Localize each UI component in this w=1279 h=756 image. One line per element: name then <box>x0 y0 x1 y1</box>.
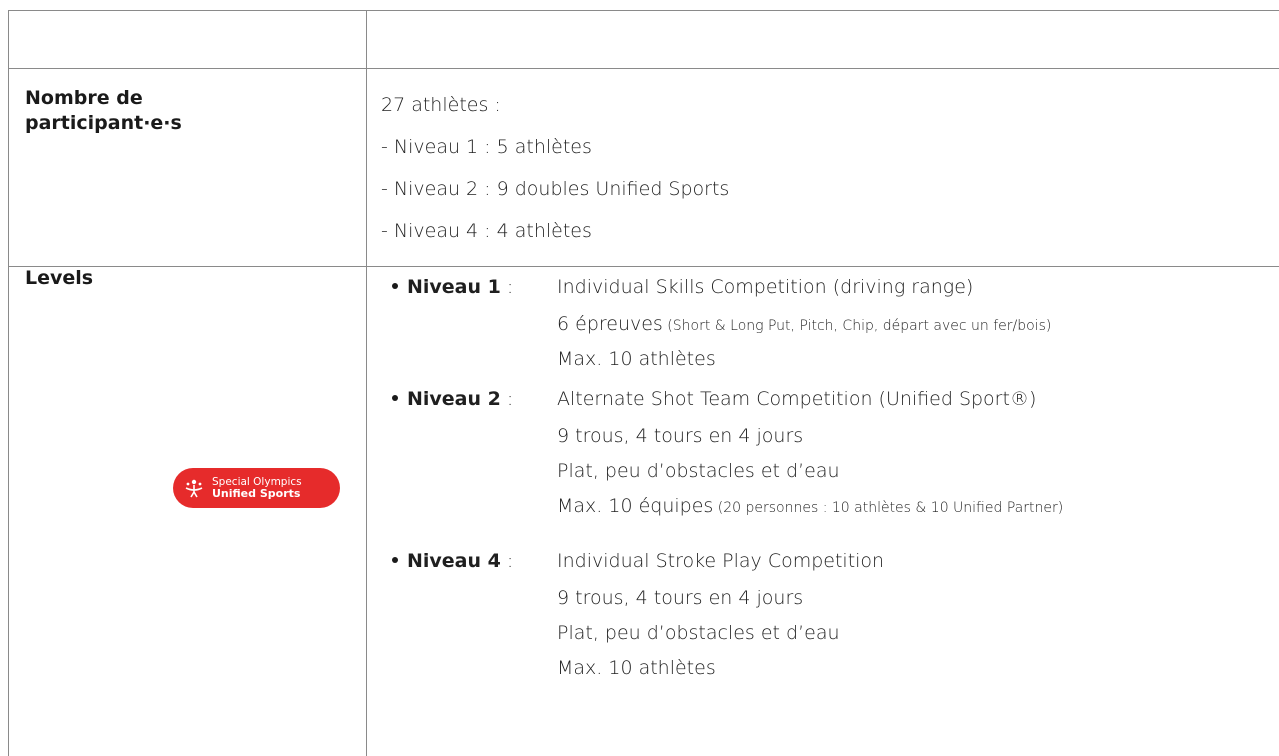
level-4-detail-2: Plat, peu d’obstacles et d’eau <box>557 622 840 644</box>
bullet-icon <box>392 283 398 289</box>
level-1-key: Niveau 1 : <box>407 276 514 298</box>
level-4-key: Niveau 4 : <box>407 550 514 572</box>
row-divider <box>9 68 1279 69</box>
participants-level-1: - Niveau 1 : 5 athlètes <box>381 136 592 158</box>
levels-label <box>25 266 93 291</box>
special-olympics-figure-icon <box>183 477 205 499</box>
logo-line-2: Unified Sports <box>212 487 301 500</box>
info-table <box>8 10 1279 756</box>
participants-label-line1: Nombre de <box>25 87 143 109</box>
level-1-title: Individual Skills Competition (driving range) <box>557 276 974 298</box>
participants-level-2: - Niveau 2 : 9 doubles Unified Sports <box>381 178 730 200</box>
bullet-icon <box>392 557 398 563</box>
participants-level-4: - Niveau 4 : 4 athlètes <box>381 220 592 242</box>
unified-sports-logo <box>173 468 340 508</box>
level-1-detail-1: 6 épreuves (Short & Long Put, Pitch, Chip, départ avec un fer/bois) <box>557 313 1052 335</box>
participants-label <box>25 86 182 136</box>
level-4-detail-1: 9 trous, 4 tours en 4 jours <box>557 587 804 609</box>
level-2-detail-1: 9 trous, 4 tours en 4 jours <box>557 425 804 447</box>
levels-label-text: Levels <box>25 267 94 289</box>
participants-total: 27 athlètes : <box>381 94 501 116</box>
logo-line-1: Special Olympics <box>212 476 302 488</box>
level-1-detail-2: Max. 10 athlètes <box>557 348 716 370</box>
level-2-key: Niveau 2 : <box>407 388 514 410</box>
participants-label-line2: participant·e·s <box>25 112 182 134</box>
row-divider <box>9 266 1279 267</box>
bullet-icon <box>392 395 398 401</box>
level-4-detail-3: Max. 10 athlètes <box>557 657 716 679</box>
level-2-detail-2: Plat, peu d’obstacles et d’eau <box>557 460 840 482</box>
level-4-title: Individual Stroke Play Competition <box>557 550 885 572</box>
level-2-detail-3: Max. 10 équipes (20 personnes : 10 athlètes & 10 Unified Partner) <box>557 495 1064 517</box>
level-2-title: Alternate Shot Team Competition (Unified Sport®) <box>557 388 1037 410</box>
column-divider <box>366 11 367 756</box>
